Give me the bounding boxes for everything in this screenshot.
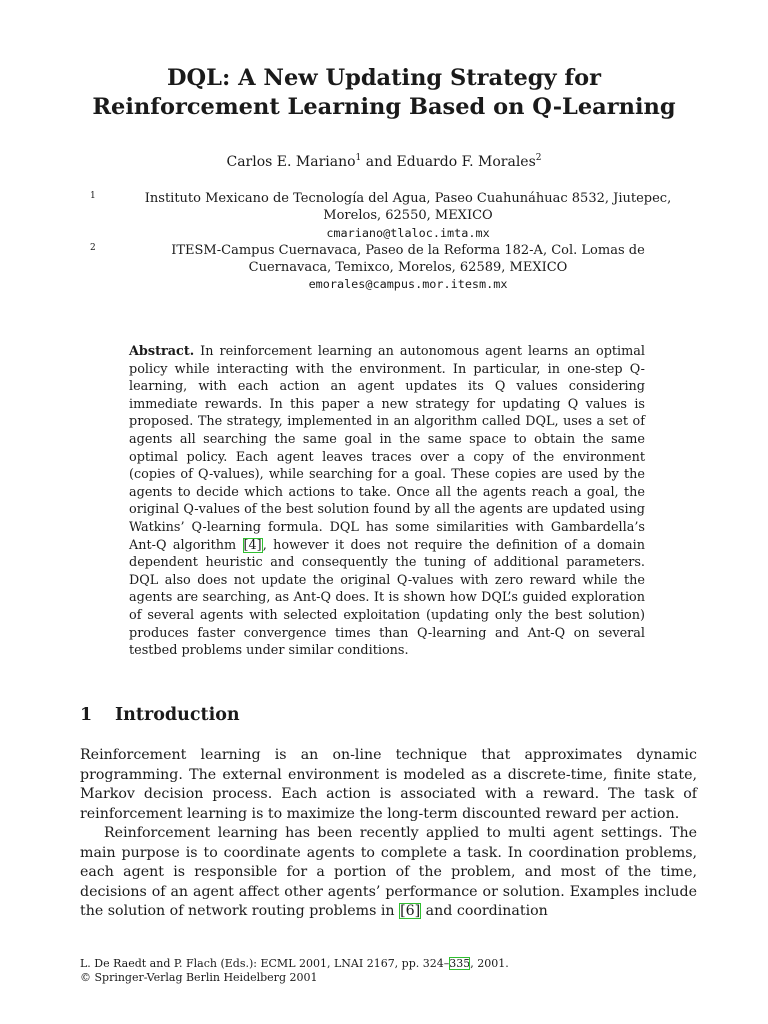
publication-footer bbox=[80, 957, 697, 984]
affiliation-1 bbox=[90, 190, 696, 242]
author-name: Eduardo F. Morales bbox=[396, 154, 536, 170]
affiliation-address: ITESM-Campus Cuernavaca, Paseo de la Reforma 182-A, Col. Lomas de bbox=[171, 242, 645, 258]
paragraph-text: and coordination bbox=[421, 903, 548, 919]
section-number: 1 bbox=[80, 705, 93, 725]
paper-title bbox=[40, 64, 728, 122]
introduction-body bbox=[80, 746, 697, 922]
author-name: Carlos E. Mariano bbox=[226, 154, 356, 170]
affiliation-2 bbox=[90, 242, 696, 294]
affiliation-address: Instituto Mexicano de Tecnología del Agua, Paseo Cuahunáhuac 8532, Jiutepec, bbox=[144, 191, 672, 206]
footer-text: , 2001. bbox=[470, 957, 509, 970]
citation-link[interactable]: [6] bbox=[400, 903, 421, 919]
citation-link[interactable]: [4] bbox=[243, 537, 262, 553]
abstract bbox=[129, 343, 645, 660]
author-joiner: and bbox=[361, 154, 397, 170]
email-link[interactable]: emorales@campus.mor.itesm.mx bbox=[308, 277, 508, 292]
title-line-2: Reinforcement Learning Based on Q-Learning bbox=[92, 94, 676, 120]
affiliations bbox=[90, 190, 696, 294]
section-heading bbox=[80, 704, 240, 726]
affiliation-address: Cuernavaca, Temixco, Morelos, 62589, MEXICO bbox=[248, 260, 568, 276]
abstract-label: Abstract. bbox=[129, 344, 195, 359]
affiliation-number: 1 bbox=[90, 191, 96, 201]
abstract-text: In reinforcement learning an autonomous agent learns an optimal policy while interacting with the environment. In particular, in one-step Q-learning, with each action an agent updates its Q values considering immediate rewards. In this paper a new strategy for updating Q values is proposed. The strategy, implemented in an algorithm called DQL, uses a set of agents all searching the same goal in the same space to obtain the same optimal policy. Each agent leaves traces over a copy of the environment (copies of Q-values), while searching for a goal. These copies are used by the agents to decide which actions to take. Once all the agents reach a goal, the original Q-values of the best solution found by all the agents are updated using Watkins’ Q-learning formula. DQL has some similarities with Gambardella’s Ant-Q algorithm bbox=[129, 344, 645, 553]
author-affiliation-mark: 2 bbox=[535, 153, 542, 163]
title-line-1: DQL: A New Updating Strategy for bbox=[167, 65, 601, 91]
paragraph bbox=[80, 824, 697, 922]
section-title: Introduction bbox=[115, 705, 240, 725]
footer-citation bbox=[80, 957, 697, 971]
abstract-text: , however it does not require the definition of a domain dependent heuristic and consequently the tuning of additional parameters. DQL also does not update the original Q-values with zero reward while the agents are searching, as Ant-Q does. It is shown how DQL’s guided exploration of several agents with selected exploitation (updating only the best solution) produces faster convergence times than Q-learning and Ant-Q on several testbed problems under similar conditions. bbox=[129, 537, 645, 659]
author-list bbox=[40, 153, 728, 171]
page-link[interactable]: 335 bbox=[449, 957, 471, 970]
email-link[interactable]: cmariano@tlaloc.imta.mx bbox=[326, 225, 490, 240]
footer-copyright: © Springer-Verlag Berlin Heidelberg 2001 bbox=[80, 970, 318, 984]
paragraph-text: Reinforcement learning has been recently applied to multi agent settings. The main purpose is to coordinate agents to complete a task. In coordination problems, each agent is responsible for a portion of the problem, and most of the time, decisions of an agent affect other agents’ performance or solution. Examples include the solution of network routing problems in bbox=[80, 825, 697, 919]
footer-text: L. De Raedt and P. Flach (Eds.): ECML 2001, LNAI 2167, pp. 324– bbox=[80, 957, 450, 970]
paragraph: Reinforcement learning is an on-line technique that approximates dynamic programming. The external environment is modeled as a discrete-time, finite state, Markov decision process. Each action is associated with a reward. The task of reinforcement learning is to maximize the long-term discounted reward per action. bbox=[80, 747, 697, 822]
affiliation-number: 2 bbox=[90, 242, 96, 253]
affiliation-address: Morelos, 62550, MEXICO bbox=[323, 208, 493, 224]
author-affiliation-mark: 1 bbox=[355, 153, 362, 163]
